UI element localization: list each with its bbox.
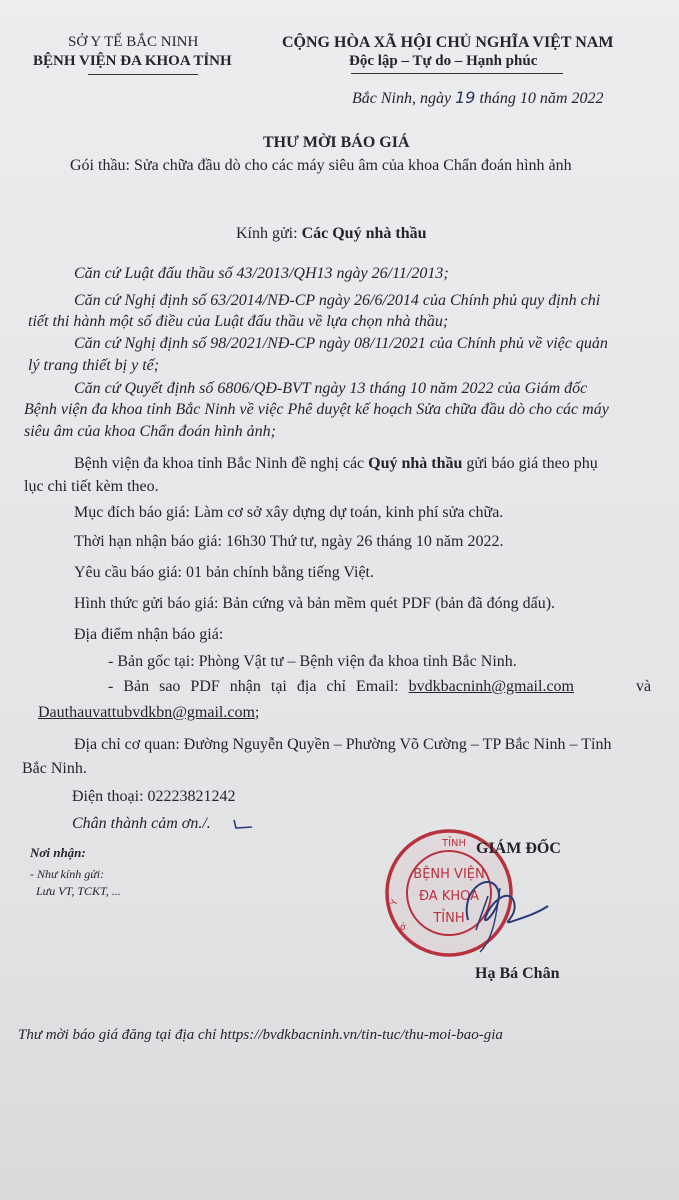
thanks: Chân thành cảm ơn./.: [72, 815, 211, 832]
basis-4-line-2: Bệnh viện đa khoa tỉnh Bắc Ninh về việc Phê duyệt kế hoạch Sửa chữa đầu dò cho các máy: [24, 401, 609, 418]
copy-and: và: [636, 678, 652, 695]
hospital-name: BỆNH VIỆN ĐA KHOA TỈNH: [33, 53, 232, 69]
basis-2-line-1: Căn cứ Nghị định số 63/2014/NĐ-CP ngày 26/6/2014 của Chính phủ quy định chi: [74, 292, 601, 309]
seal-line-2: ĐA KHOA: [418, 889, 480, 904]
header-left-underline: [88, 74, 198, 75]
svg-text:ở: ở: [400, 923, 406, 933]
copy-location: [108, 678, 574, 696]
request-pre: Bệnh viện đa khoa tỉnh Bắc Ninh đề nghị các: [74, 455, 365, 472]
address-line-2: Bắc Ninh.: [22, 760, 87, 777]
basis-3-line-2: lý trang thiết bị y tế;: [28, 357, 160, 374]
seal-line-1: BỆNH VIỆN: [413, 867, 485, 882]
basis-4-line-1: Căn cứ Quyết định số 6806/QĐ-BVT ngày 13 tháng 10 năm 2022 của Giám đốc: [74, 380, 588, 397]
request-line-1: [74, 455, 598, 473]
email-2-suffix: ;: [254, 704, 260, 721]
requirement: Yêu cầu báo giá: 01 bản chính bằng tiếng Việt.: [74, 564, 374, 581]
salutation-prefix: Kính gửi:: [236, 225, 298, 242]
location-label: Địa điểm nhận báo giá:: [74, 626, 224, 643]
original-location: - Bản gốc tại: Phòng Vật tư – Bệnh viện đa khoa tỉnh Bắc Ninh.: [108, 653, 517, 670]
submission-form: Hình thức gửi báo giá: Bản cứng và bản mềm quét PDF (bản đã đóng dấu).: [74, 595, 556, 612]
seal-top-text: TỈNH: [442, 838, 467, 849]
basis-1: Căn cứ Luật đấu thầu số 43/2013/QH13 ngày 26/11/2013;: [74, 265, 449, 282]
salutation-recipient: Các Quý nhà thầu: [301, 225, 427, 242]
package-name: Gói thầu: Sửa chữa đầu dò cho các máy siêu âm của khoa Chẩn đoán hình ảnh: [70, 157, 572, 174]
signature-scribble: [440, 860, 560, 960]
header-right-underline: [351, 73, 563, 74]
basis-2-line-2: tiết thi hành một số điều của Luật đấu thầu về lựa chọn nhà thầu;: [28, 313, 449, 330]
recipients-label: Nơi nhận:: [30, 845, 86, 860]
handwritten-mark-icon: [232, 818, 254, 832]
seal-line-3: TỈNH: [433, 911, 465, 926]
request-post: gửi báo giá theo phụ: [466, 455, 598, 472]
request-bold: Quý nhà thầu: [368, 455, 463, 472]
document-title: THƯ MỜI BÁO GIÁ: [263, 134, 410, 151]
email-link-2[interactable]: Dauthauvattubvdkbn@gmail.com: [38, 704, 255, 721]
svg-text:Y: Y: [389, 898, 401, 908]
signer-position: GIÁM ĐỐC: [476, 840, 561, 857]
salutation: [236, 225, 426, 243]
copy-prefix: - Bản sao PDF nhận tại địa chỉ Email:: [108, 678, 399, 695]
email-link-1[interactable]: bvdkbacninh@gmail.com: [408, 678, 574, 695]
basis-4-line-3: siêu âm của khoa Chẩn đoán hình ảnh;: [24, 423, 276, 440]
document-date: [352, 88, 603, 108]
national-title: CỘNG HÒA XÃ HỘI CHỦ NGHĨA VIỆT NAM: [282, 34, 614, 51]
request-line-2: lục chi tiết kèm theo.: [24, 478, 159, 495]
basis-3-line-1: Căn cứ Nghị định số 98/2021/NĐ-CP ngày 08/11/2021 của Chính phủ về việc quản: [74, 335, 608, 352]
recipient-2: Lưu VT, TCKT, ...: [36, 884, 121, 898]
department-name: SỞ Y TẾ BẮC NINH: [68, 34, 199, 50]
purpose: Mục đích báo giá: Làm cơ sở xây dựng dự toán, kinh phí sửa chữa.: [74, 504, 504, 521]
date-day: 19: [455, 88, 476, 107]
signer-name: Hạ Bá Chân: [475, 965, 560, 982]
footer-note: Thư mời báo giá đăng tại địa chỉ https://bvdkbacninh.vn/tin-tuc/thu-moi-bao-gia: [18, 1027, 503, 1043]
email-2-line: [38, 704, 259, 722]
date-suffix: tháng 10 năm 2022: [479, 90, 604, 107]
recipient-1: - Như kính gửi:: [30, 867, 105, 881]
phone: Điện thoại: 02223821242: [72, 788, 236, 805]
national-motto: Độc lập – Tự do – Hạnh phúc: [349, 53, 538, 69]
deadline: Thời hạn nhận báo giá: 16h30 Thứ tư, ngày 26 tháng 10 năm 2022.: [74, 533, 504, 550]
date-prefix: Bắc Ninh, ngày: [352, 90, 452, 107]
address-line-1: Địa chỉ cơ quan: Đường Nguyễn Quyền – Phường Võ Cường – TP Bắc Ninh – Tỉnh: [74, 736, 612, 753]
